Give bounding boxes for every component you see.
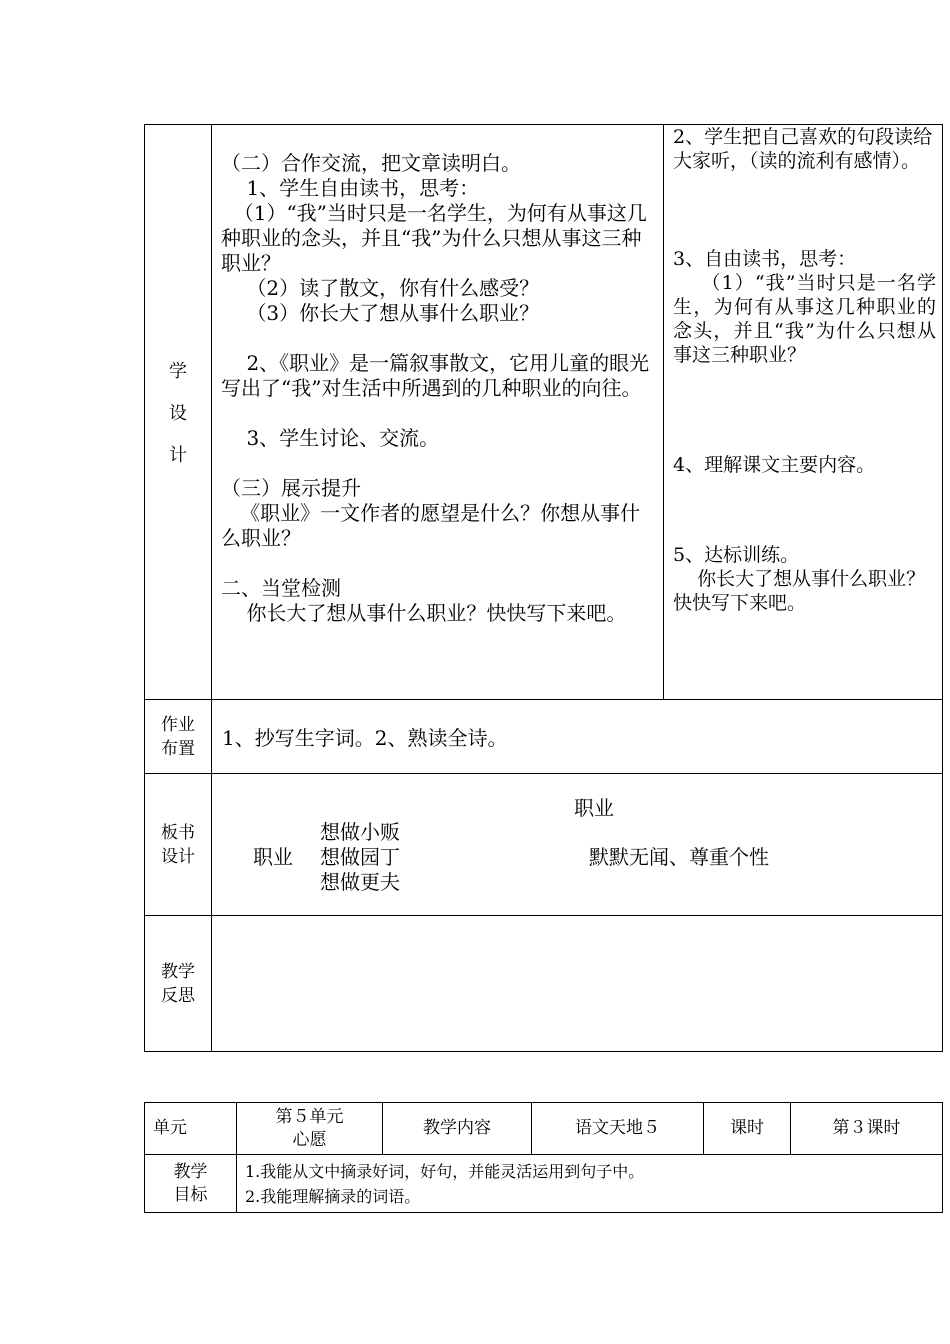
student-step-2: 2、学生把自己喜欢的句段读给大家听，（读的流利有感情）。 [673, 126, 933, 172]
teacher-line: 1、学生自由读书，思考： [221, 176, 480, 200]
teacher-line: 3、学生讨论、交流。 [221, 426, 440, 450]
board-right: 默默无闻、尊重个性 [589, 845, 769, 869]
student-step-3-body: （1）“我”当时只是一名学生，为何有从事这几种职业的念头，并且“我”为什么只想从事这三种职业？ [673, 272, 936, 366]
student-step-5-body: 你长大了想从事什么职业？快快写下来吧。 [673, 568, 926, 614]
board-left: 职业 [253, 845, 293, 869]
design-label [145, 125, 212, 700]
board-item: 想做小贩 [320, 820, 400, 844]
teacher-line: 《职业》一文作者的愿望是什么？你想从事什么职业？ [221, 501, 641, 550]
unit-info-table [144, 1102, 943, 1213]
content-label: 教学内容 [383, 1103, 532, 1155]
unit-value: 第５单元 心愿 [237, 1103, 383, 1155]
reflection-content [212, 916, 943, 1052]
goal-item: 2.我能理解摘录的词语。 [245, 1186, 421, 1206]
period-value: 第３课时 [791, 1103, 943, 1155]
board-item: 想做更夫 [320, 870, 400, 894]
student-step-4: 4、理解课文主要内容。 [673, 454, 876, 476]
board-title: 职业 [574, 796, 614, 820]
teacher-line: （1）“我”当时只是一名学生，为何有从事这几种职业的念头，并且“我”为什么只想从事这三种职业？ [221, 201, 647, 275]
goals-content [237, 1155, 943, 1213]
lesson-plan-table [144, 124, 943, 1052]
teacher-line: （二）合作交流，把文章读明白。 [221, 151, 521, 175]
goal-item: 1.我能从文中摘录好词，好句，并能灵活运用到句子中。 [245, 1161, 645, 1181]
board-design [212, 774, 943, 916]
board-item: 想做园丁 [320, 845, 400, 869]
homework-label: 作业 布置 [145, 700, 212, 774]
goals-label: 教学 目标 [145, 1155, 237, 1213]
student-step-3-title: 3、自由读书，思考： [673, 248, 857, 270]
teacher-line: （3）你长大了想从事什么职业？ [221, 301, 540, 325]
period-label: 课时 [704, 1103, 791, 1155]
teacher-line: （2）读了散文，你有什么感受？ [221, 276, 540, 300]
student-step-5-title: 5、达标训练。 [673, 544, 800, 566]
student-activity [664, 125, 943, 700]
teacher-line: 二、当堂检测 [221, 576, 341, 600]
teacher-line: 你长大了想从事什么职业？快快写下来吧。 [221, 601, 627, 625]
homework-content: 1、抄写生字词。2、熟读全诗。 [212, 700, 943, 774]
design-label-char: 学 [169, 361, 187, 382]
design-label-char: 设 [169, 403, 187, 424]
teacher-line: 2、《职业》是一篇叙事散文，它用儿童的眼光写出了“我”对生活中所遇到的几种职业的向往。 [221, 351, 650, 400]
teacher-line: （三）展示提升 [221, 476, 361, 500]
board-label: 板书 设计 [145, 774, 212, 916]
unit-label: 单元 [145, 1103, 237, 1155]
content-value: 语文天地５ [532, 1103, 704, 1155]
teacher-activity [212, 125, 664, 700]
reflection-label: 教学 反思 [145, 916, 212, 1052]
design-label-char: 计 [169, 445, 187, 466]
